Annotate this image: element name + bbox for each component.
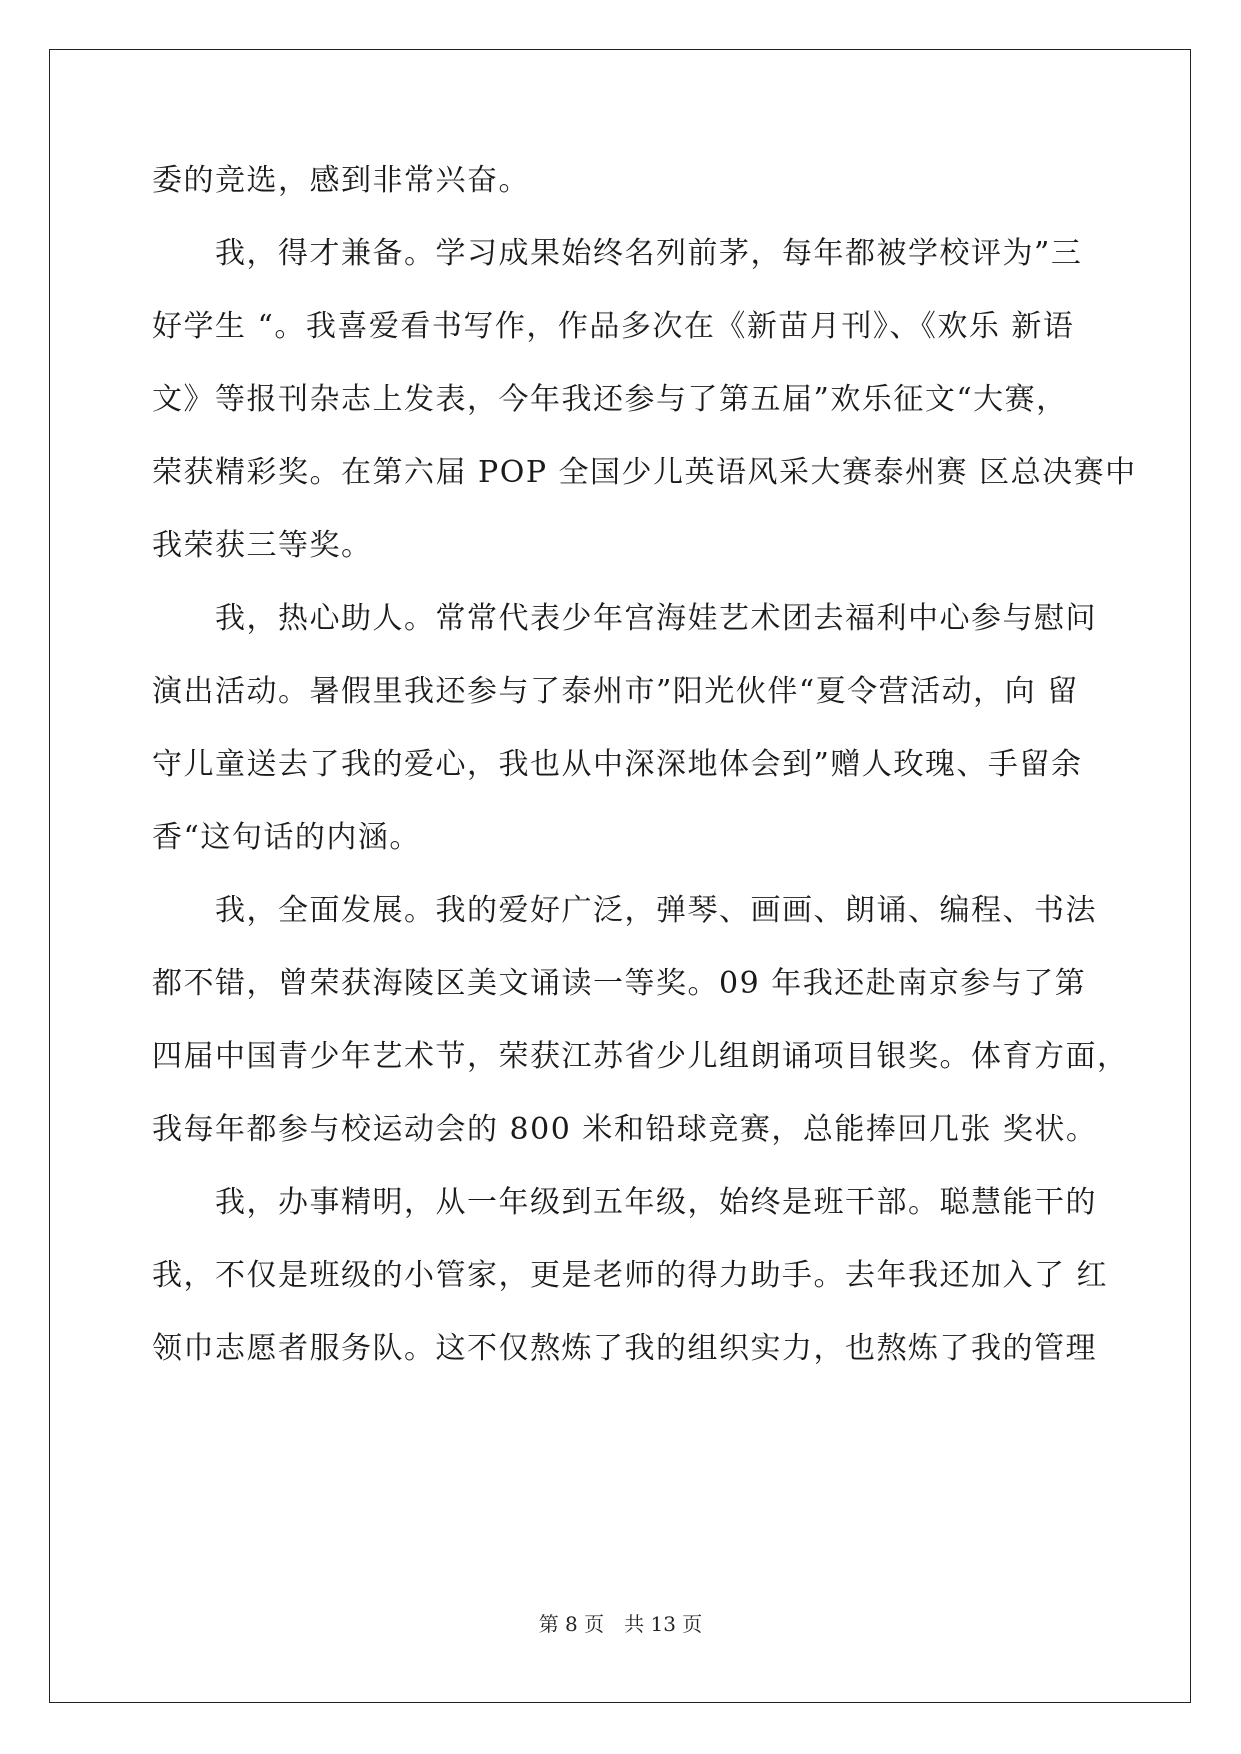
text-line: 我每年都参与校运动会的 800 米和铅球竞赛，总能捧回几张 奖状。 [152,1112,1098,1147]
text-line: 领巾志愿者服务队。这不仅熬炼了我的组织实力，也熬炼了我的管理 [152,1331,1097,1366]
text-line: 我，不仅是班级的小管家，更是老师的得力助手。去年我还加入了 红 [152,1258,1109,1293]
text-line: 委的竞选，感到非常兴奋。 [152,163,530,198]
text-line: 我，办事精明，从一年级到五年级，始终是班干部。聪慧能干的 [152,1185,1097,1220]
text-line: 我荣获三等奖。 [152,528,373,563]
text-line: 我，得才兼备。学习成果始终名列前茅，每年都被学校评为”三 [152,236,1083,271]
text-line: 守儿童送去了我的爱心，我也从中深深地体会到”赠人玫瑰、手留余 [152,747,1083,782]
text-line: 我，热心助人。常常代表少年宫海娃艺术团去福利中心参与慰问 [152,601,1097,636]
text-line: 好学生 “。我喜爱看书写作，作品多次在《新苗月刊》、《欢乐 新语 [152,309,1075,344]
text-line: 文》等报刊杂志上发表，今年我还参与了第五届”欢乐征文“大赛， [152,382,1068,417]
text-line: 我，全面发展。我的爱好广泛，弹琴、画画、朗诵、编程、书法 [152,893,1097,928]
text-line: 香“这句话的内涵。 [152,820,421,855]
text-line: 都不错，曾荣获海陵区美文诵读一等奖。09 年我还赴南京参与了第 [152,966,1087,1001]
page-frame [49,49,1191,1703]
page-number: 第 8 页 共 13 页 [538,1612,703,1636]
text-line: 演出活动。暑假里我还参与了泰州市”阳光伙伴“夏令营活动，向 留 [152,674,1079,709]
text-line: 荣获精彩奖。在第六届 POP 全国少儿英语风采大赛泰州赛 区总决赛中 [152,455,1137,490]
text-line: 四届中国青少年艺术节，荣获江苏省少儿组朗诵项目银奖。体育方面， [152,1039,1129,1074]
